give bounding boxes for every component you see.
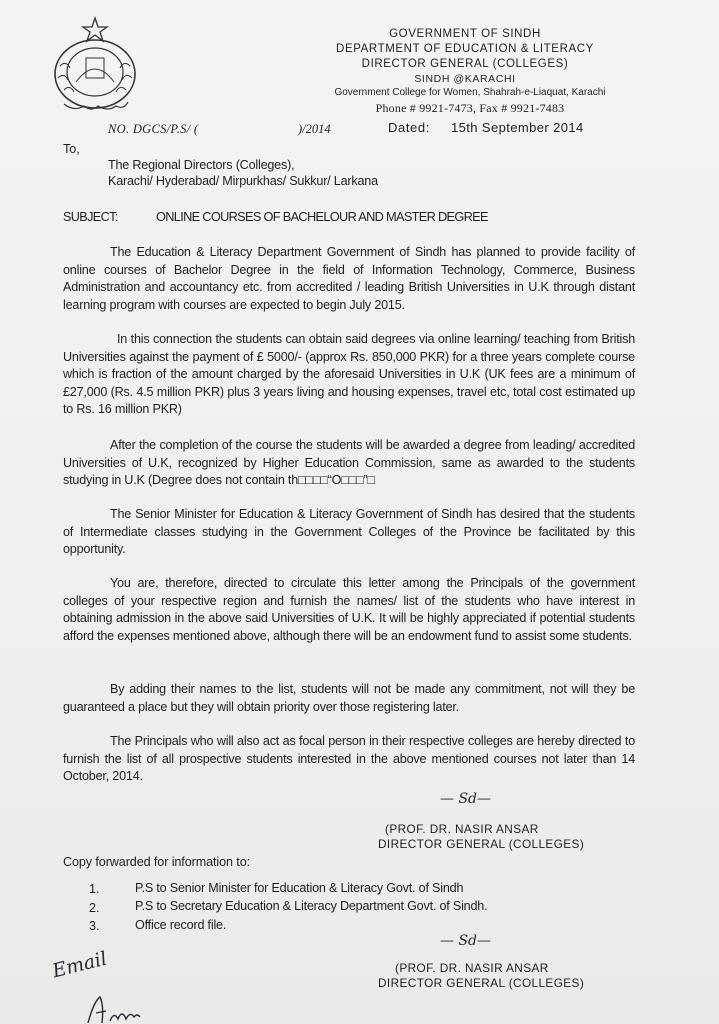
handwritten-initials-icon — [84, 995, 154, 1024]
to-label: To, — [63, 142, 80, 156]
copy-item-text: P.S to Senior Minister for Education & Literacy Govt. of Sindh — [135, 881, 464, 895]
body-paragraph-7: The Principals who will also act as focal person in their respective colleges are hereby directed to furnish the list of all prospective students interested in the above mentioned courses not later than 14 October, 2014. — [63, 734, 635, 784]
copy-item-number: 1. — [89, 882, 100, 896]
reference-number: NO. DGCS/P.S/ ( — [108, 122, 199, 136]
sd-mark-1: — Sd— — [440, 791, 492, 807]
letterhead-phone: Phone # 9921-7473, Fax # 9921-7483 — [375, 101, 565, 115]
letterhead-line3: DIRECTOR GENERAL (COLLEGES) — [361, 58, 569, 70]
handwritten-note-email: Email — [50, 947, 110, 983]
letter-date: 15th September 2014 — [451, 120, 584, 135]
subject-label: SUBJECT: — [63, 210, 118, 224]
letterhead-line2: DEPARTMENT OF EDUCATION & LITERACY — [336, 43, 594, 55]
body-paragraph-3: After the completion of the course the students will be awarded a degree from leading/ accredited Universities of U.K, recognized by Higher Education Commission, same as awarded to the students studying in U.K (Degree does not contain th□□□□“O□□□”□ — [63, 438, 635, 488]
copy-item-number: 2. — [89, 901, 100, 915]
copy-heading: Copy forwarded for information to: — [63, 855, 250, 869]
recipient-line1: The Regional Directors (Colleges), — [108, 158, 295, 172]
sd-mark-2: — Sd— — [440, 933, 492, 949]
copy-item-number: 3. — [89, 919, 100, 933]
body-paragraph-1: The Education & Literacy Department Government of Sindh has planned to provide facility of online courses of Bachelor Degree in the field of Information Technology, Commerce, Business Administration and accountancy etc. from accredited / leading British Universities in U.K through distant learning program with courses are expected to begin July 2015. — [63, 245, 635, 312]
body-paragraph-4: The Senior Minister for Education & Literacy Government of Sindh has desired that the students of Intermediate classes studying in the Government Colleges of the Province be facilitated by this opportunity. — [63, 507, 635, 557]
signatory-title-2: DIRECTOR GENERAL (COLLEGES) — [378, 976, 585, 990]
subject-text: ONLINE COURSES OF BACHELOUR AND MASTER DEGREE — [156, 209, 488, 224]
copy-item-text: P.S to Secretary Education & Literacy Department Govt. of Sindh. — [135, 899, 488, 913]
letterhead-address: Government College for Women, Shahrah-e-Liaquat, Karachi — [334, 87, 606, 98]
body-paragraph-6: By adding their names to the list, students will not be made any commitment, not will they be guaranteed a place but they will obtain priority over those registering later. — [63, 682, 635, 714]
letterhead-line1: GOVERNMENT OF SINDH — [389, 28, 541, 40]
body-paragraph-2: In this connection the students can obtain said degrees via online learning/ teaching from British Universities against the payment of £ 5000/- (approx Rs. 850,000 PKR) for a three years complete course which is fraction of the amount charged by the aforesaid Universities in U.K (UK fees are a minimum of £27,000 (Rs. 4.5 million PKR) plus 3 years living and housing expenses, travel etc, total cost estimated up to Rs. 16 million PKR) — [63, 332, 635, 417]
signatory-name-1: (PROF. DR. NASIR ANSAR — [385, 822, 539, 836]
copy-item-text: Office record file. — [135, 918, 227, 932]
government-seal-icon — [46, 16, 144, 116]
dated-label: Dated: — [388, 120, 430, 135]
signatory-name-2: (PROF. DR. NASIR ANSAR — [395, 961, 549, 975]
signatory-title-1: DIRECTOR GENERAL (COLLEGES) — [378, 837, 585, 851]
body-paragraph-5: You are, therefore, directed to circulate this letter among the Principals of the government colleges of your respective region and furnish the names/ list of the students who have interest in obtaining admission in the above said Universities of U.K. It will be highly appreciated if potential students afford the expenses mentioned above, although there will be an endowment fund to assist some students. — [63, 576, 635, 643]
recipient-line2: Karachi/ Hyderabad/ Mirpurkhas/ Sukkur/ Larkana — [108, 174, 378, 188]
reference-year: )/2014 — [298, 122, 331, 136]
letterhead-line4: SINDH @KARACHI — [414, 73, 516, 85]
